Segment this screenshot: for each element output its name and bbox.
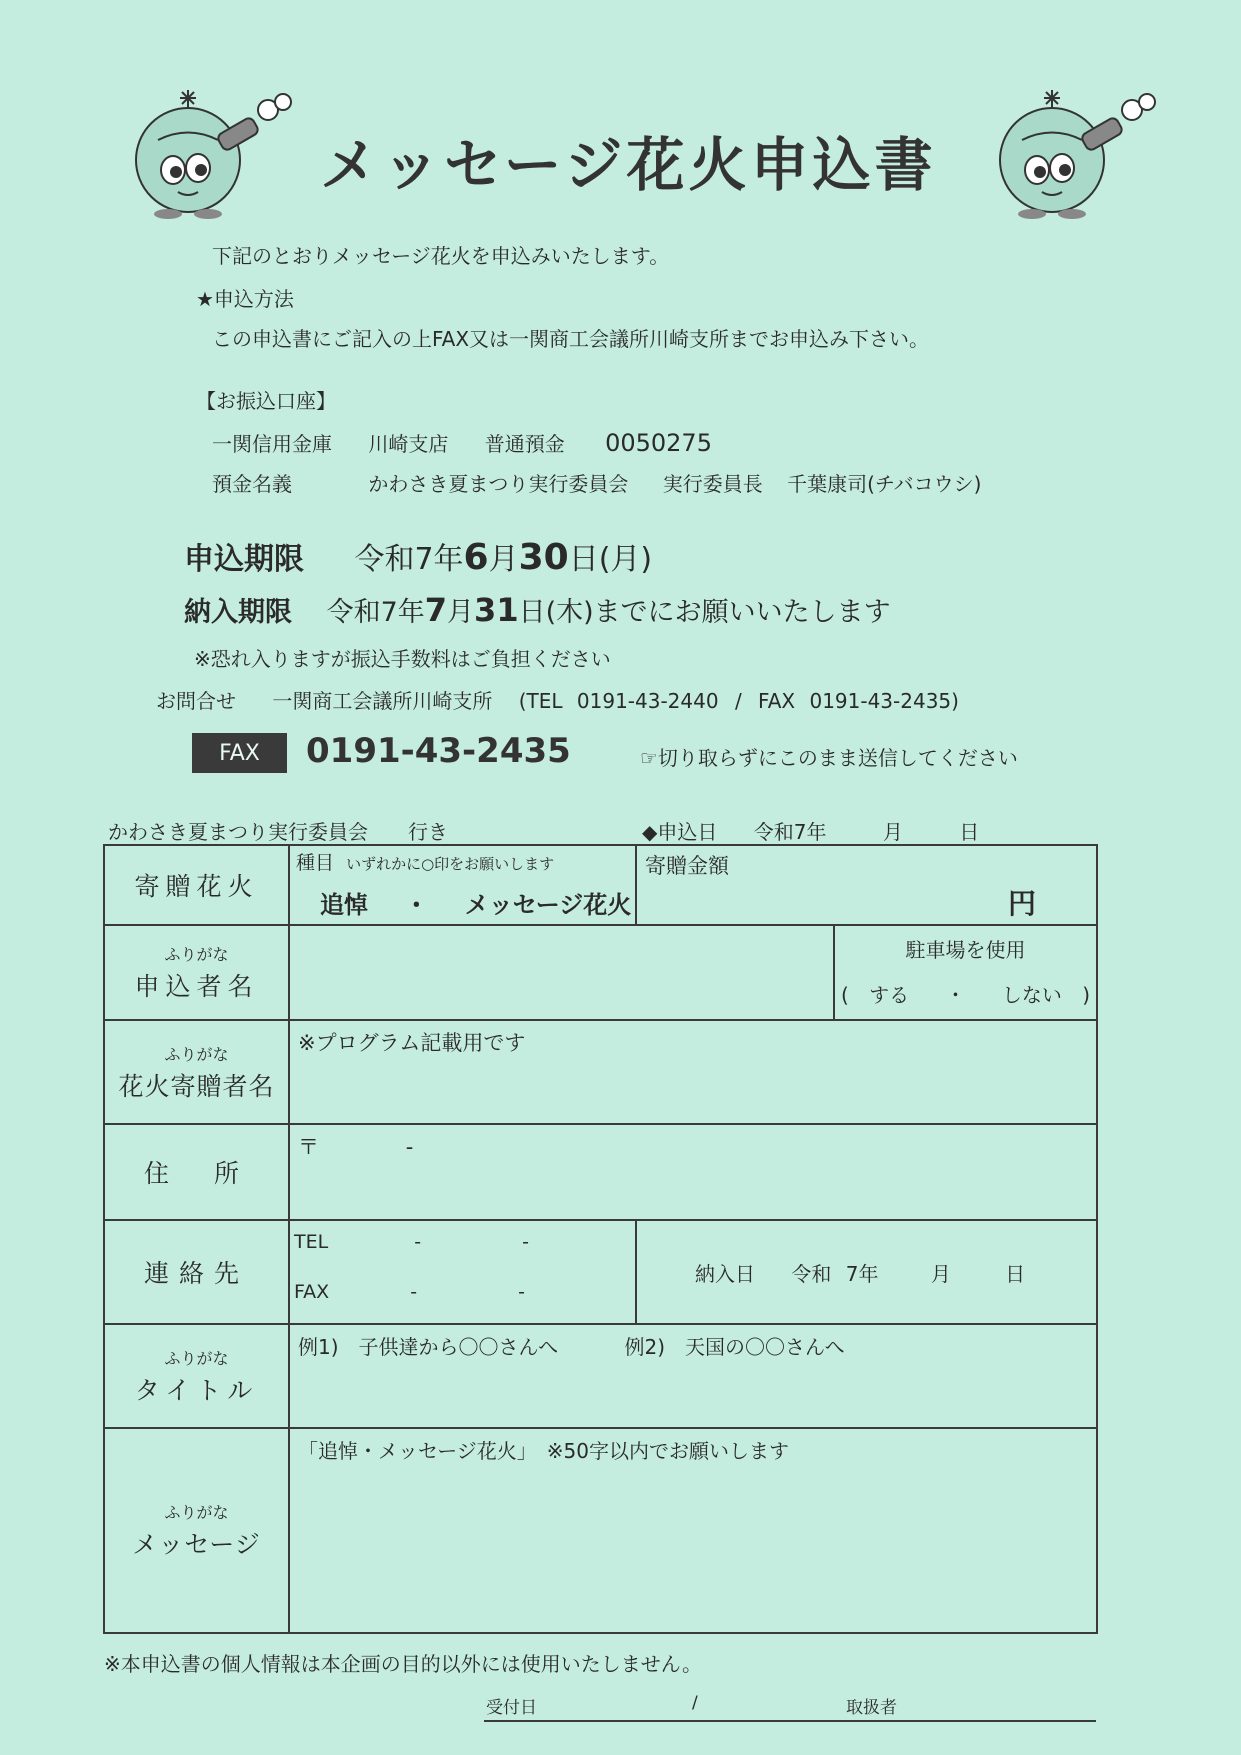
payment-label: 納入期限 bbox=[184, 597, 292, 628]
parking-label: 駐車場を使用 bbox=[905, 938, 1026, 962]
contact-line bbox=[156, 685, 959, 714]
donation-type-hint: いずれかに○印をお願いします bbox=[346, 855, 555, 873]
tel-line bbox=[290, 1221, 635, 1253]
apply-date-day: 日 bbox=[959, 820, 980, 844]
message-label-cell bbox=[104, 1428, 289, 1633]
postal-mark: 〒 bbox=[298, 1135, 319, 1159]
parking-options bbox=[835, 963, 1096, 1008]
parking-close: ) bbox=[1082, 983, 1091, 1007]
fax-line bbox=[290, 1253, 635, 1303]
payment-date-year: 7年 bbox=[845, 1261, 879, 1286]
donation-options bbox=[290, 877, 635, 920]
tel-dash-2: - bbox=[522, 1231, 530, 1253]
deadline-month: 6 bbox=[463, 537, 489, 578]
title-example-2: 例2) 天国の〇〇さんへ bbox=[624, 1335, 845, 1359]
tel-label: TEL bbox=[294, 1231, 329, 1253]
footer-divider bbox=[484, 1720, 1096, 1722]
row-message bbox=[104, 1428, 1097, 1633]
apply-date-label: ◆申込日 bbox=[642, 820, 718, 844]
apply-date bbox=[642, 816, 979, 845]
payment-date-era: 令和 bbox=[791, 1261, 832, 1286]
deadline-month-unit: 月 bbox=[488, 542, 519, 577]
postal-dash: - bbox=[405, 1135, 414, 1159]
title-examples bbox=[290, 1325, 1096, 1366]
contact-fax-label: FAX bbox=[758, 689, 796, 713]
account-holder-line bbox=[212, 468, 981, 497]
address-label: 住 所 bbox=[143, 1159, 249, 1188]
deadline-line bbox=[184, 534, 652, 578]
title-label-cell bbox=[104, 1324, 289, 1428]
payment-line bbox=[184, 590, 891, 629]
message-input[interactable] bbox=[289, 1428, 1097, 1633]
fax-send-note: ☞切り取らずにこのまま送信してください bbox=[640, 746, 1018, 770]
payment-date-line bbox=[637, 1258, 1096, 1287]
row-donor bbox=[104, 1020, 1097, 1124]
option-message-fireworks[interactable]: メッセージ花火 bbox=[464, 891, 632, 919]
title-label: タイトル bbox=[134, 1375, 259, 1405]
address-input[interactable] bbox=[289, 1124, 1097, 1220]
apply-date-month: 月 bbox=[882, 820, 903, 844]
apply-date-era: 令和7年 bbox=[753, 820, 827, 844]
account-number: 0050275 bbox=[605, 429, 712, 457]
donor-name-input[interactable] bbox=[289, 1020, 1097, 1124]
message-label: メッセージ bbox=[132, 1530, 261, 1559]
contact-label-cell bbox=[104, 1220, 289, 1324]
account-branch: 川崎支店 bbox=[368, 432, 449, 456]
contact-phone-cell[interactable] bbox=[289, 1220, 636, 1324]
received-slash: / bbox=[692, 1693, 698, 1713]
donor-label-cell bbox=[104, 1020, 289, 1124]
method-heading: ★申込方法 bbox=[196, 287, 294, 311]
deadline-day: 30 bbox=[518, 537, 569, 578]
fee-note: ※恐れ入りますが振込手数料はご負担ください bbox=[194, 647, 611, 671]
title-furigana: ふりがな bbox=[164, 1348, 229, 1368]
option-separator: ・ bbox=[404, 891, 429, 919]
handler-label: 取扱者 bbox=[846, 1698, 897, 1718]
account-type: 普通預金 bbox=[484, 432, 565, 456]
tel-dash-1: - bbox=[414, 1231, 422, 1253]
row-address bbox=[104, 1124, 1097, 1220]
account-holder-label: 預金名義 bbox=[212, 472, 292, 496]
donation-amount-cell[interactable] bbox=[636, 845, 1097, 925]
postal-line bbox=[290, 1125, 1096, 1167]
payment-month: 7 bbox=[424, 591, 448, 629]
title-input[interactable] bbox=[289, 1324, 1097, 1428]
payment-prefix: 令和7年 bbox=[326, 597, 425, 628]
applicant-furigana: ふりがな bbox=[164, 945, 229, 964]
applicant-label-cell bbox=[104, 925, 289, 1020]
donor-furigana: ふりがな bbox=[164, 1044, 229, 1064]
row-donation bbox=[104, 845, 1097, 925]
applicant-name-input[interactable] bbox=[289, 925, 834, 1020]
parking-no[interactable]: しない bbox=[1001, 983, 1062, 1007]
payment-suffix: 日(木)までにお願いいたします bbox=[518, 597, 891, 628]
payment-date-cell[interactable] bbox=[636, 1220, 1097, 1324]
payment-month-unit: 月 bbox=[447, 597, 475, 628]
row-contact bbox=[104, 1220, 1097, 1324]
message-furigana: ふりがな bbox=[164, 1503, 229, 1522]
fax-label: FAX bbox=[294, 1281, 330, 1303]
mascot-right-icon bbox=[982, 80, 1162, 220]
contact-office: 一関商工会議所川崎支所 bbox=[272, 689, 493, 713]
parking-open: ( bbox=[840, 983, 849, 1007]
fax-number: 0191-43-2435 bbox=[306, 731, 571, 771]
row-title bbox=[104, 1324, 1097, 1428]
contact-tel-label: (TEL bbox=[518, 689, 563, 713]
donation-label-cell bbox=[104, 845, 289, 925]
donor-note: ※プログラム記載用です bbox=[298, 1031, 526, 1055]
parking-dot: ・ bbox=[945, 983, 966, 1007]
applicant-label: 申込者名 bbox=[134, 972, 259, 1001]
row-applicant bbox=[104, 925, 1097, 1020]
account-holder-role: 実行委員長 bbox=[662, 472, 763, 496]
deadline-prefix: 令和7年 bbox=[354, 542, 464, 577]
account-holder: かわさき夏まつり実行委員会 bbox=[368, 472, 629, 496]
account-bank: 一関信用金庫 bbox=[212, 432, 332, 456]
parking-yes[interactable]: する bbox=[869, 983, 910, 1007]
contact-row-label: 連絡先 bbox=[143, 1259, 249, 1288]
donation-type-label: 種目 bbox=[296, 852, 335, 874]
privacy-note: ※本申込書の個人情報は本企画の目的以外には使用いたしません。 bbox=[104, 1652, 702, 1676]
option-tsuito[interactable]: 追悼 bbox=[320, 891, 368, 919]
contact-label: お問合せ bbox=[156, 689, 236, 713]
deadline-suffix: 日(月) bbox=[568, 542, 653, 577]
fax-dash-1: - bbox=[410, 1281, 418, 1303]
contact-tel: 0191-43-2440 bbox=[576, 689, 719, 713]
intro-text: 下記のとおりメッセージ花火を申込みいたします。 bbox=[212, 244, 670, 268]
fax-badge: FAX bbox=[192, 733, 287, 773]
message-note: 「追悼・メッセージ花火」 ※50字以内でお願いします bbox=[298, 1439, 790, 1463]
deadline-label: 申込期限 bbox=[184, 542, 304, 577]
mascot-left-icon bbox=[118, 80, 298, 220]
payment-date-label: 納入日 bbox=[695, 1261, 755, 1286]
donation-type-cell[interactable] bbox=[289, 845, 636, 925]
payment-date-month: 月 bbox=[930, 1261, 951, 1286]
account-heading: 【お振込口座】 bbox=[196, 389, 336, 413]
contact-fax: 0191-43-2435) bbox=[809, 689, 959, 713]
donation-amount-unit: 円 bbox=[1007, 887, 1036, 920]
donation-amount-label: 寄贈金額 bbox=[645, 854, 729, 878]
payment-date-day: 日 bbox=[1005, 1261, 1026, 1286]
donation-label: 寄贈花火 bbox=[134, 872, 259, 901]
donation-type-header bbox=[290, 846, 635, 877]
received-label: 受付日 bbox=[486, 1698, 537, 1718]
application-form bbox=[103, 844, 1098, 1634]
fax-dash-2: - bbox=[518, 1281, 526, 1303]
page-title: メッセージ花火申込書 bbox=[320, 131, 937, 199]
account-holder-name: 千葉康司(チバコウシ) bbox=[787, 472, 982, 496]
parking-cell[interactable] bbox=[834, 925, 1097, 1020]
donor-label: 花火寄贈者名 bbox=[118, 1071, 275, 1101]
contact-sep: / bbox=[734, 689, 742, 713]
title-example-1: 例1) 子供達から〇〇さんへ bbox=[298, 1335, 559, 1359]
method-text: この申込書にご記入の上FAX又は一関商工会議所川崎支所までお申込み下さい。 bbox=[212, 327, 930, 351]
payment-day: 31 bbox=[474, 591, 519, 629]
account-line bbox=[212, 428, 712, 457]
address-label-cell bbox=[104, 1124, 289, 1220]
addressee: かわさき夏まつり実行委員会 行き bbox=[108, 820, 448, 844]
